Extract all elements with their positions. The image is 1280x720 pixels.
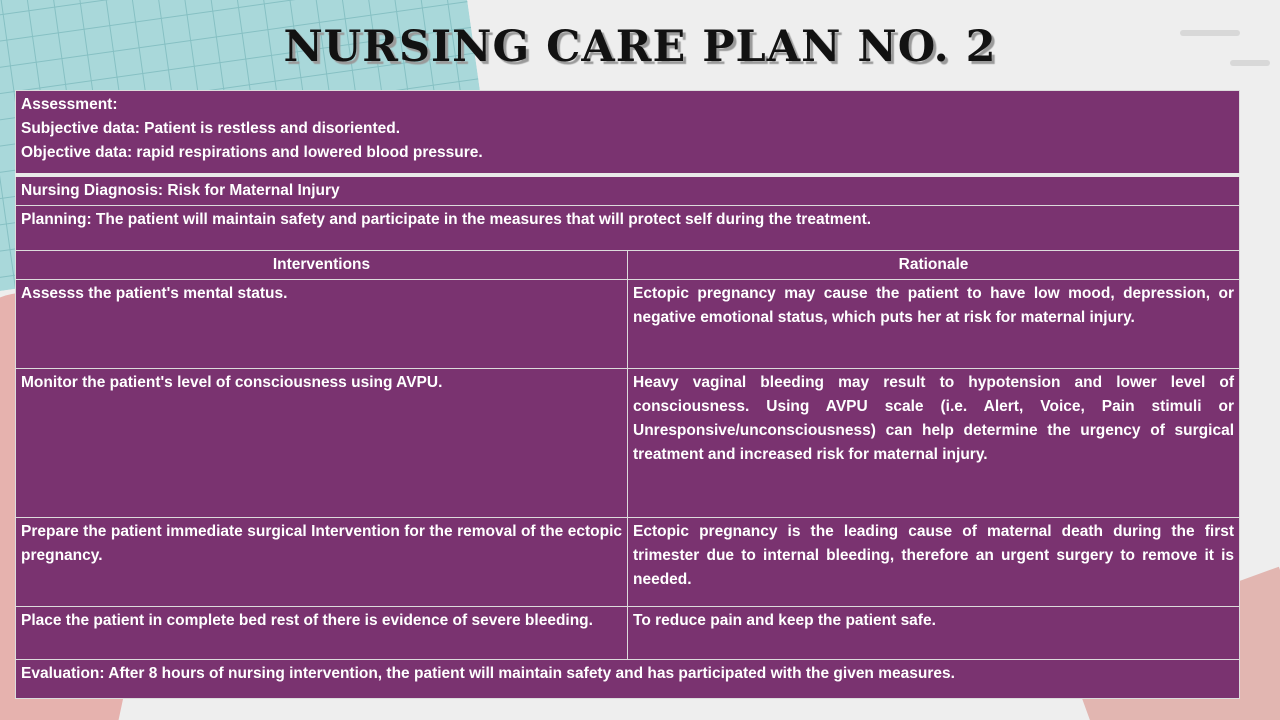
rationale-header: Rationale (628, 251, 1240, 280)
planning-cell: Planning: The patient will maintain safety and participate in the measures that will protect self during the treatment. (16, 206, 1240, 251)
table-row (16, 369, 1240, 518)
column-header-row (16, 251, 1240, 280)
evaluation-cell: Evaluation: After 8 hours of nursing intervention, the patient will maintain safety and has participated with the given measures. (16, 660, 1240, 699)
page-title: NURSING CARE PLAN NO. 2 (283, 22, 997, 72)
rationale-cell: Heavy vaginal bleeding may result to hypotension and lower level of consciousness. Using AVPU scale (i.e. Alert, Voice, Pain stimuli or Unresponsive/unconsciousness) can help determine the urgency of surgical treatment and increased risk for maternal injury. (628, 369, 1240, 518)
assessment-row (16, 91, 1240, 176)
assessment-heading: Assessment: (21, 96, 118, 113)
assessment-cell (16, 91, 1240, 176)
subjective-data: Subjective data: Patient is restless and disoriented. (21, 120, 401, 137)
table-row (16, 607, 1240, 660)
evaluation-row (16, 660, 1240, 699)
interventions-header: Interventions (16, 251, 628, 280)
planning-row (16, 206, 1240, 251)
diagnosis-row (16, 175, 1240, 206)
intervention-cell: Monitor the patient's level of consciousness using AVPU. (16, 369, 628, 518)
rationale-cell: Ectopic pregnancy is the leading cause of maternal death during the first trimester due to internal bleeding, therefore an urgent surgery to remove it is needed. (628, 518, 1240, 607)
table-row (16, 518, 1240, 607)
objective-data: Objective data: rapid respirations and lowered blood pressure. (21, 144, 483, 161)
rationale-cell: To reduce pain and keep the patient safe. (628, 607, 1240, 660)
table-row (16, 280, 1240, 369)
rationale-cell: Ectopic pregnancy may cause the patient to have low mood, depression, or negative emotional status, which puts her at risk for maternal injury. (628, 280, 1240, 369)
diagnosis-cell: Nursing Diagnosis: Risk for Maternal Injury (16, 175, 1240, 206)
intervention-cell: Prepare the patient immediate surgical Intervention for the removal of the ectopic pregnancy. (16, 518, 628, 607)
intervention-cell: Assesss the patient's mental status. (16, 280, 628, 369)
intervention-cell: Place the patient in complete bed rest of there is evidence of severe bleeding. (16, 607, 628, 660)
care-plan-table (15, 90, 1240, 699)
